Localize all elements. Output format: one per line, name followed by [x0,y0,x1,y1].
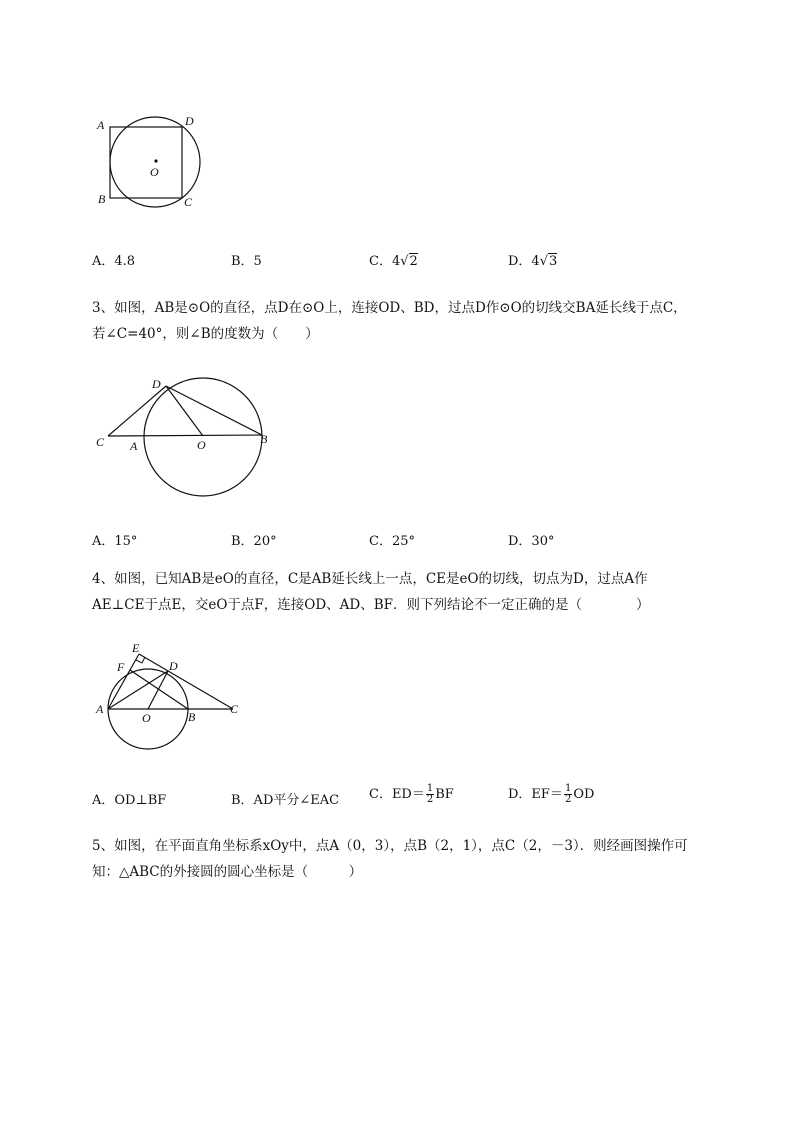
q4-option-d-suffix: OD [573,787,595,802]
q4-text-line1: 4、如图，已知AB是eO的直径，C是AB延长线上一点，CE是eO的切线，切点为D，过点A作 [92,571,648,587]
q2-option-a[interactable]: A．4.8 [92,254,136,269]
q2-option-d-radicand: 3 [549,254,558,269]
q4-option-c-prefix: C．ED＝ [369,787,425,802]
fraction-numerator: 1 [564,783,572,794]
label-b: B [98,192,106,206]
q4-option-d[interactable] [508,780,594,810]
label-o: O [142,711,151,725]
tangent-cd [108,386,166,436]
q2-option-b[interactable]: B．5 [231,254,262,269]
tangent-ce [139,654,233,709]
fraction-denominator: 2 [426,794,434,805]
q4-option-a[interactable]: A．OD⊥BF [92,793,167,808]
label-a: A [130,439,138,453]
q4-option-b[interactable]: B．AD平分∠EAC [231,793,340,808]
center-dot [154,159,157,162]
q2-option-d[interactable] [508,250,557,269]
label-c: C [96,435,105,449]
q4-option-c[interactable] [369,780,454,810]
label-d: D [185,114,194,128]
fraction-denominator: 2 [564,794,572,805]
sqrt-sign: √ [539,254,548,269]
segment-od [166,386,203,436]
q2-option-d-prefix: D．4 [508,254,540,269]
circle-o [144,378,262,496]
q3-option-d[interactable]: D．30° [508,534,555,549]
figure-square-circle [90,110,220,220]
label-a: A [96,702,104,716]
segment-cb [108,435,262,436]
label-o: O [197,438,206,452]
q5-text-line2: 知：△ABC的外接圆的圆心坐标是（ ） [92,864,363,880]
label-b: B [260,432,268,446]
q3-text-line1: 3、如图，AB是⊙O的直径，点D在⊙O上，连接OD、BD，过点D作⊙O的切线交BA延长线于点C， [92,300,687,316]
q4-text-line2: AE⊥CE于点E，交eO于点F，连接OD、AD、BF．则下列结论不一定正确的是（ ） [92,597,650,613]
fraction-numerator: 1 [426,783,434,794]
segment-bd [166,386,262,435]
sqrt-sign: √ [400,254,409,269]
figure-q3 [90,370,290,505]
label-d: D [152,377,161,391]
q5-text-line1: 5、如图，在平面直角坐标系xOy中，点A（0，3），点B（2，1），点C（2，－3）．则经画图操作可 [92,838,688,854]
q3-option-a[interactable]: A．15° [92,534,138,549]
label-f: F [117,660,125,674]
label-b: B [188,710,196,724]
q2-option-c-radicand: 2 [409,254,418,269]
square-abcd [110,127,182,198]
label-e: E [132,641,140,655]
label-c: C [184,195,193,209]
fraction-half [426,784,434,805]
q3-text-line2: 若∠C=40°，则∠B的度数为（ ） [92,326,319,342]
q4-option-c-suffix: BF [435,787,454,802]
q4-option-d-prefix: D．EF＝ [508,787,563,802]
label-o: O [150,165,159,179]
label-a: A [97,118,105,132]
label-d: D [169,659,178,673]
fraction-half [564,784,572,805]
label-c: C [230,702,239,716]
q3-option-c[interactable]: C．25° [369,534,415,549]
figure-q4 [90,638,250,753]
q2-option-c[interactable] [369,250,418,269]
q3-option-b[interactable]: B．20° [231,534,277,549]
q2-option-c-prefix: C．4 [369,254,401,269]
